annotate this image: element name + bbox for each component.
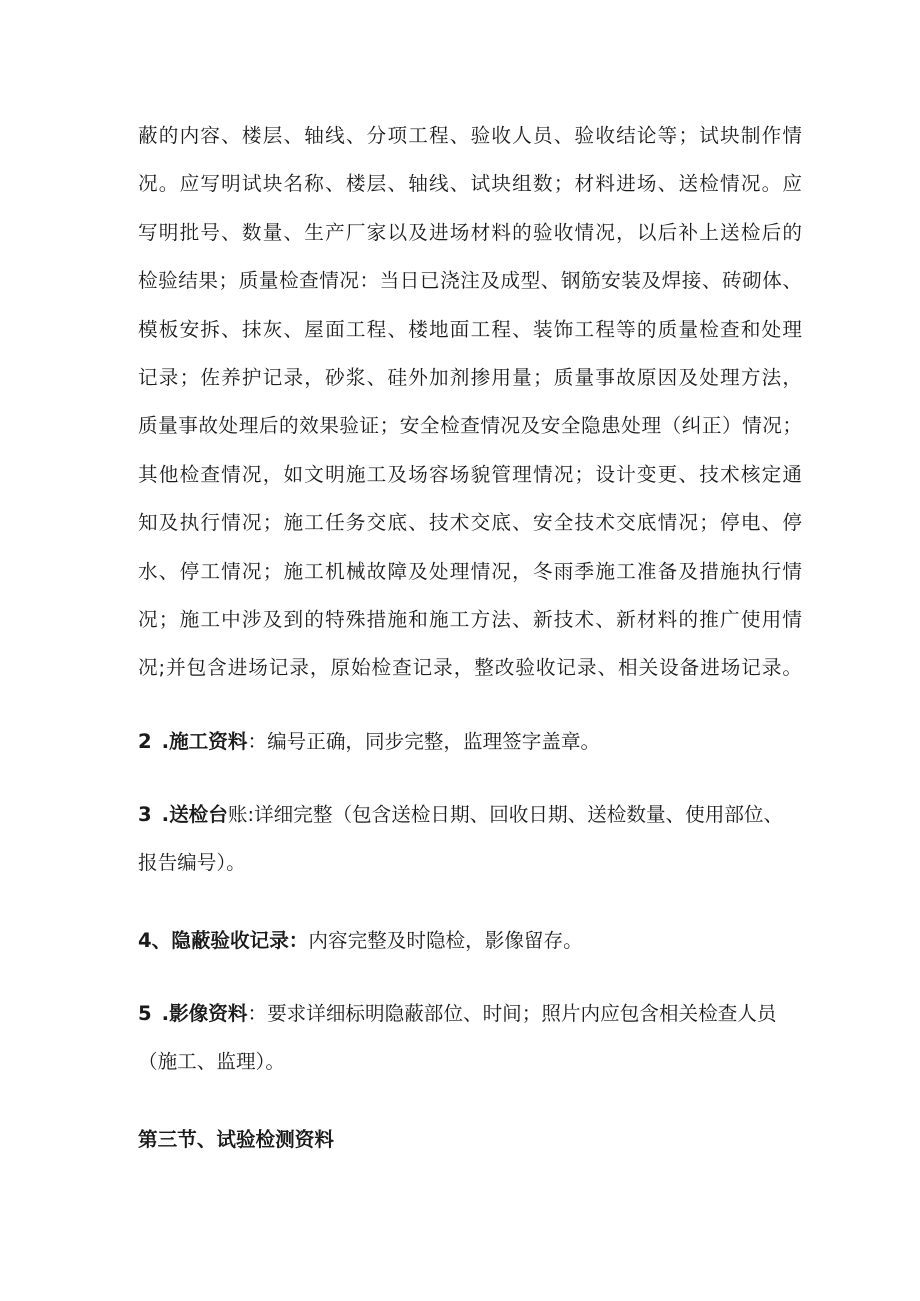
item-number: 4 <box>138 929 152 952</box>
paragraph-line: 质量事故处理后的效果验证；安全检查情况及安全隐患处理（纠正）情况； <box>138 414 802 438</box>
section-heading: 第三节、试验检测资料 <box>138 1128 334 1151</box>
item-construction-documents <box>138 718 802 766</box>
item-text: （施工、监理）。 <box>138 1050 285 1074</box>
item-text: 详细完整（包含送检日期、回收日期、送检数量、使用部位、 <box>254 803 784 826</box>
item-concealed-acceptance <box>138 917 802 965</box>
item-number: 2 <box>138 730 152 753</box>
paragraph-line: 况。应写明试块名称、楼层、轴线、试块组数；材料进场、送检情况。应 <box>138 172 802 196</box>
paragraph-line: 其他检查情况，如文明施工及场容场貌管理情况；设计变更、技术核定通 <box>138 462 802 486</box>
paragraph-line: 记录；佐养护记录，砂浆、硅外加剂掺用量；质量事故原因及处理方法， <box>138 365 802 389</box>
item-title: .影像资料 <box>161 1002 248 1025</box>
item-title: .施工资料 <box>161 730 248 753</box>
item-text: 要求详细标明隐蔽部位、时间；照片内应包含相关检查人员 <box>267 1002 777 1025</box>
paragraph-line: 模板安拆、抹灰、屋面工程、楼地面工程、装饰工程等的质量检查和处理 <box>138 317 802 341</box>
item-number: 3 <box>138 803 152 826</box>
item-title: .送检台 <box>161 803 228 826</box>
item-text: 内容完整及时隐检，影像留存。 <box>308 929 583 952</box>
item-title: 、隐蔽验收记录： <box>151 929 309 952</box>
paragraph-line: 况；施工中涉及到的特殊措施和施工方法、新技术、新材料的推广使用情 <box>138 607 802 631</box>
paragraph-line: 写明批号、数量、生产厂家以及进场材料的验收情况，以后补上送检后的 <box>138 220 802 244</box>
paragraph-line: 况;并包含进场记录，原始检查记录，整改验收记录、相关设备进场记录。 <box>138 656 802 680</box>
paragraph-line: 蔽的内容、楼层、轴线、分项工程、验收人员、验收结论等；试块制作情 <box>138 124 802 147</box>
paragraph-line: 检验结果；质量检查情况：当日已浇注及成型、钢筋安装及焊接、砖砌体、 <box>138 269 802 293</box>
item-separator: 账: <box>227 803 255 826</box>
item-number: 5 <box>138 1002 152 1025</box>
item-separator: ： <box>247 730 268 753</box>
paragraph-line: 水、停工情况；施工机械故障及处理情况，冬雨季施工准备及措施执行情 <box>138 559 802 583</box>
item-image-records <box>138 990 802 1087</box>
item-text: 编号正确，同步完整，监理签字盖章。 <box>267 730 601 753</box>
item-separator: ： <box>247 1002 268 1025</box>
main-paragraph <box>138 112 802 693</box>
item-inspection-ledger <box>138 791 802 888</box>
paragraph-line: 知及执行情况；施工任务交底、技术交底、安全技术交底情况；停电、停 <box>138 511 802 535</box>
item-text: 报告编号）。 <box>138 851 246 875</box>
